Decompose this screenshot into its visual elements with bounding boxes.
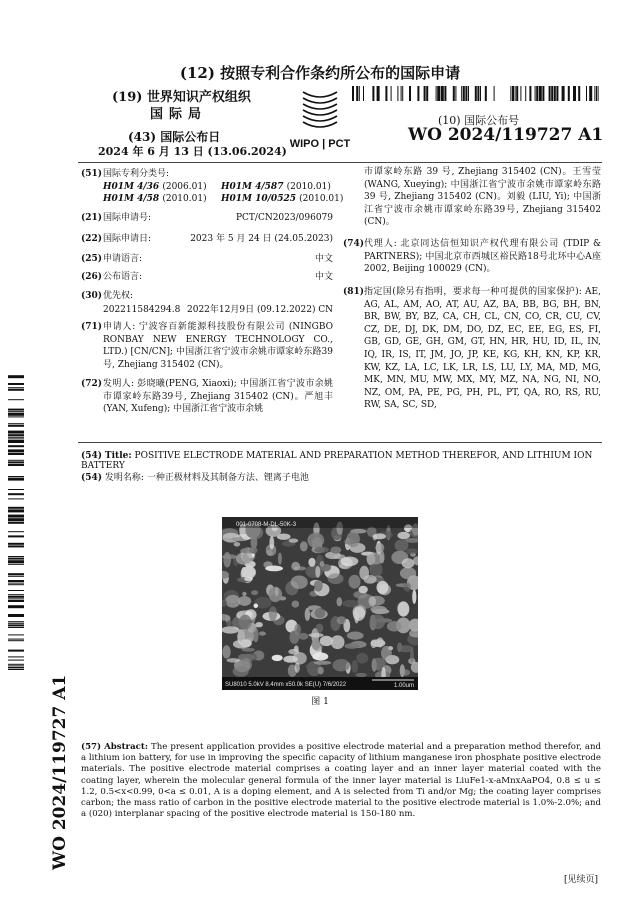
filing-date: 2023 年 5 月 24 日 (24.05.2023) [190,234,333,244]
title-chinese: (54) 发明名称: 一种正极材料及其制备方法、锂离子电池 [81,473,309,483]
applicant-block: (71) 申请人: 宁波容百新能源科技股份有限公司 (NINGBO RONBAY NEW ENERGY TECHNOLOGY CO., LTD.) [CN/CN]; 中国浙江省宁波市余姚市谭家岭东路39号, Zhejiang 315402 (CN)。 [81,322,333,370]
body-divider [78,442,602,443]
abstract-text: The present application provides a positive electrode material and a preparation method therefor, and a lithium ion battery, for use in improving the specific capacity of lithium manganese iron phosphate positive electrode materials. The positive electrode material comprises a coating layer and an inner layer material coated with the coating layer, wherein the molecular general formula of the inner layer material is LiuFe1-x-aMnxAaPO4, 0.8 ≤ u ≤ 1.2, 0.5<x<0.99, 0<a ≤ 0.01, A is a doping element, and A is selected from Ti and/or Mg; the coating layer comprises carbon; the mass ratio of carbon in the positive electrode material to the positive electrode material is 1.0%-2.0%; and a (020) interplanar spacing of the positive electrode material is 150-180 nm. [81,742,601,820]
classification-code-2: H01M 4/587 (2010.01) [221,182,331,192]
barcode-top [352,86,600,101]
barcode-side [8,370,24,670]
wipo-logo-text: WIPO | PCT [289,138,351,150]
designated-states-block: (81) 指定国(除另有指明，要求每一种可提供的国家保护): AE, AG, AL, AM, AO, AT, AU, AZ, BA, BB, BG, BH, BN, BR, BW, BY, BZ, CA, CH, CL, CN, CO, CR, CU, CV, CZ, DE, DJ, DK, DM, DO, DZ, EC, EE, EG, ES, FI, GB, GD, GE, GH, GM, GT, HN, HR, HU, ID, IL, IN, IQ, IR, IS, IT, JM, JO, JP, KE, KG, KH, KN, KP, KR, KW, KZ, LA, LC, LK, LR, LS, LU, LY, MA, MD, MG, MK, MN, MU, MW, MX, MY, MZ, NA, NG, NI, NO, NZ, OM, PA, PE, PG, PH, PL, PT, QA, RO, RS, RU, RW, SA, SC, SD, [343,287,601,411]
priority-date: 2022年12月9日 (09.12.2022) [187,305,316,315]
agent-block: (74) 代理人: 北京同达信恒知识产权代理有限公司 (TDIP & PARTNERS); 中国北京市西城区裕民路18号北环中心A座2002, Beijing 100029 (CN)。 [343,239,601,275]
title-english: (54) Title: POSITIVE ELECTRODE MATERIAL AND PREPARATION METHOD THEREFOR, AND LITHIUM ION BATTERY [81,451,593,471]
scale-label: 1.00um [393,683,414,689]
publication-number-label: (10) 国际公布号 [438,114,520,127]
classification-code-4: H01M 10/0525 (2010.01) [221,194,344,204]
designated-states-text: 指定国(除另有指明，要求每一种可提供的国家保护): AE, AG, AL, AM, AO, AT, AU, AZ, BA, BB, BG, BH, BN, BR, BW, BY, BZ, CA, CH, CL, CN, CO, CR, CU, CV, CZ, DE, DJ, DK, DM, DO, DZ, EC, EE, EG, ES, FI, GB, GD, GE, GH, GM, GT, HN, HR, HU, ID, IL, IN, IQ, IR, IS, IT, JM, JO, JP, KE, KG, KH, KN, KP, KR, KW, KZ, LA, LC, LK, LR, LS, LU, LY, MA, MD, MG, MK, MN, MU, MW, MX, MY, MZ, NA, NG, NI, NO, NZ, OM, PA, PE, PG, PH, PL, PT, QA, RO, RS, RU, RW, SA, SC, SD, [364,287,601,411]
sem-micrograph [222,517,418,690]
header-divider [78,162,602,163]
see-over-note: [见续页] [563,875,598,885]
organization-bureau: 国际局 [150,107,208,122]
applicant-text: 申请人: 宁波容百新能源科技股份有限公司 (NINGBO RONBAY NEW ENERGY TECHNOLOGY CO., LTD.) [CN/CN]; 中国浙江省宁波市余姚市谭家岭东路39号, Zhejiang 315402 (CN)。 [103,322,333,370]
agent-text: 代理人: 北京同达信恒知识产权代理有限公司 (TDIP & PARTNERS); 中国北京市西城区裕民路18号北环中心A座2002, Beijing 100029 (CN)。 [364,239,601,275]
side-publication-number: WO 2024/119727 A1 [50,674,70,870]
sem-footer-label: SU8010 5.0kV 8.4mm x50.0k SE(U) 7/6/2022 [225,682,347,688]
priority-country: CN [318,305,333,315]
inventors-text: 发明人: 彭晓曦(PENG, Xiaoxi); 中国浙江省宁波市余姚市谭家岭东路39号, Zhejiang 315402 (CN)。严旭丰 (YAN, Xufeng); 中国浙江省宁波市余姚 [103,379,333,415]
classification-code-3: H01M 4/58 (2010.01) [103,194,207,204]
publication-number: WO 2024/119727 A1 [408,125,604,145]
classification-code-1: H01M 4/36 (2006.01) [103,182,207,192]
application-number: PCT/CN2023/096079 [235,213,333,223]
title-english-text: POSITIVE ELECTRODE MATERIAL AND PREPARATION METHOD THEREFOR, AND LITHIUM ION BATTERY [81,451,593,471]
priority-number: 202211584294.8 [103,305,181,315]
publication-date-label: (43) 国际公布日 [128,130,221,144]
inventors-block: (72) 发明人: 彭晓曦(PENG, Xiaoxi); 中国浙江省宁波市余姚市谭家岭东路39号, Zhejiang 315402 (CN)。严旭丰 (YAN, Xufeng); 中国浙江省宁波市余姚 [81,379,333,415]
title-chinese-text: 一种正极材料及其制备方法、锂离子电池 [146,473,309,483]
figure-caption: 图 1 [311,697,329,707]
publication-date: 2024 年 6 月 13 日 (13.06.2024) [98,145,287,158]
document-type-title: (12) 按照专利合作条约所公布的国际申请 [179,64,461,82]
abstract-block: (57) Abstract: The present application provides a positive electrode material and a preparation method therefor, and a lithium ion battery, for use in improving the specific capacity of lithium manganese iron phosphate positive electrode materials. The positive electrode material comprises a coating layer and an inner layer material coated with the coating layer, wherein the molecular general formula of the inner layer material is LiuFe1-x-aMnxAaPO4, 0.8 ≤ u ≤ 1.2, 0.5<x<0.99, 0<a ≤ 0.01, A is a doping element, and A is selected from Ti and/or Mg; the coating layer comprises carbon; the mass ratio of carbon in the positive electrode material to the positive electrode material is 1.0%-2.0%; and a (020) interplanar spacing of the positive electrode material is 150-180 nm. [81,742,601,820]
sem-header-label: 001-0708-M-DL-50K-3 [236,522,297,528]
organization-name: (19) 世界知识产权组织 [112,90,251,105]
inventors-continued: 市谭家岭东路 39 号, Zhejiang 315402 (CN)。王雪莹 (WANG, Xueying); 中国浙江省宁波市余姚市谭家岭东路 39 号, Zhejiang 315402 (CN)。刘毅 (LIU, Yi); 中国浙江省宁波市余姚市谭家岭东路39号, Zhejiang 315402 (CN)。 [364,167,601,228]
